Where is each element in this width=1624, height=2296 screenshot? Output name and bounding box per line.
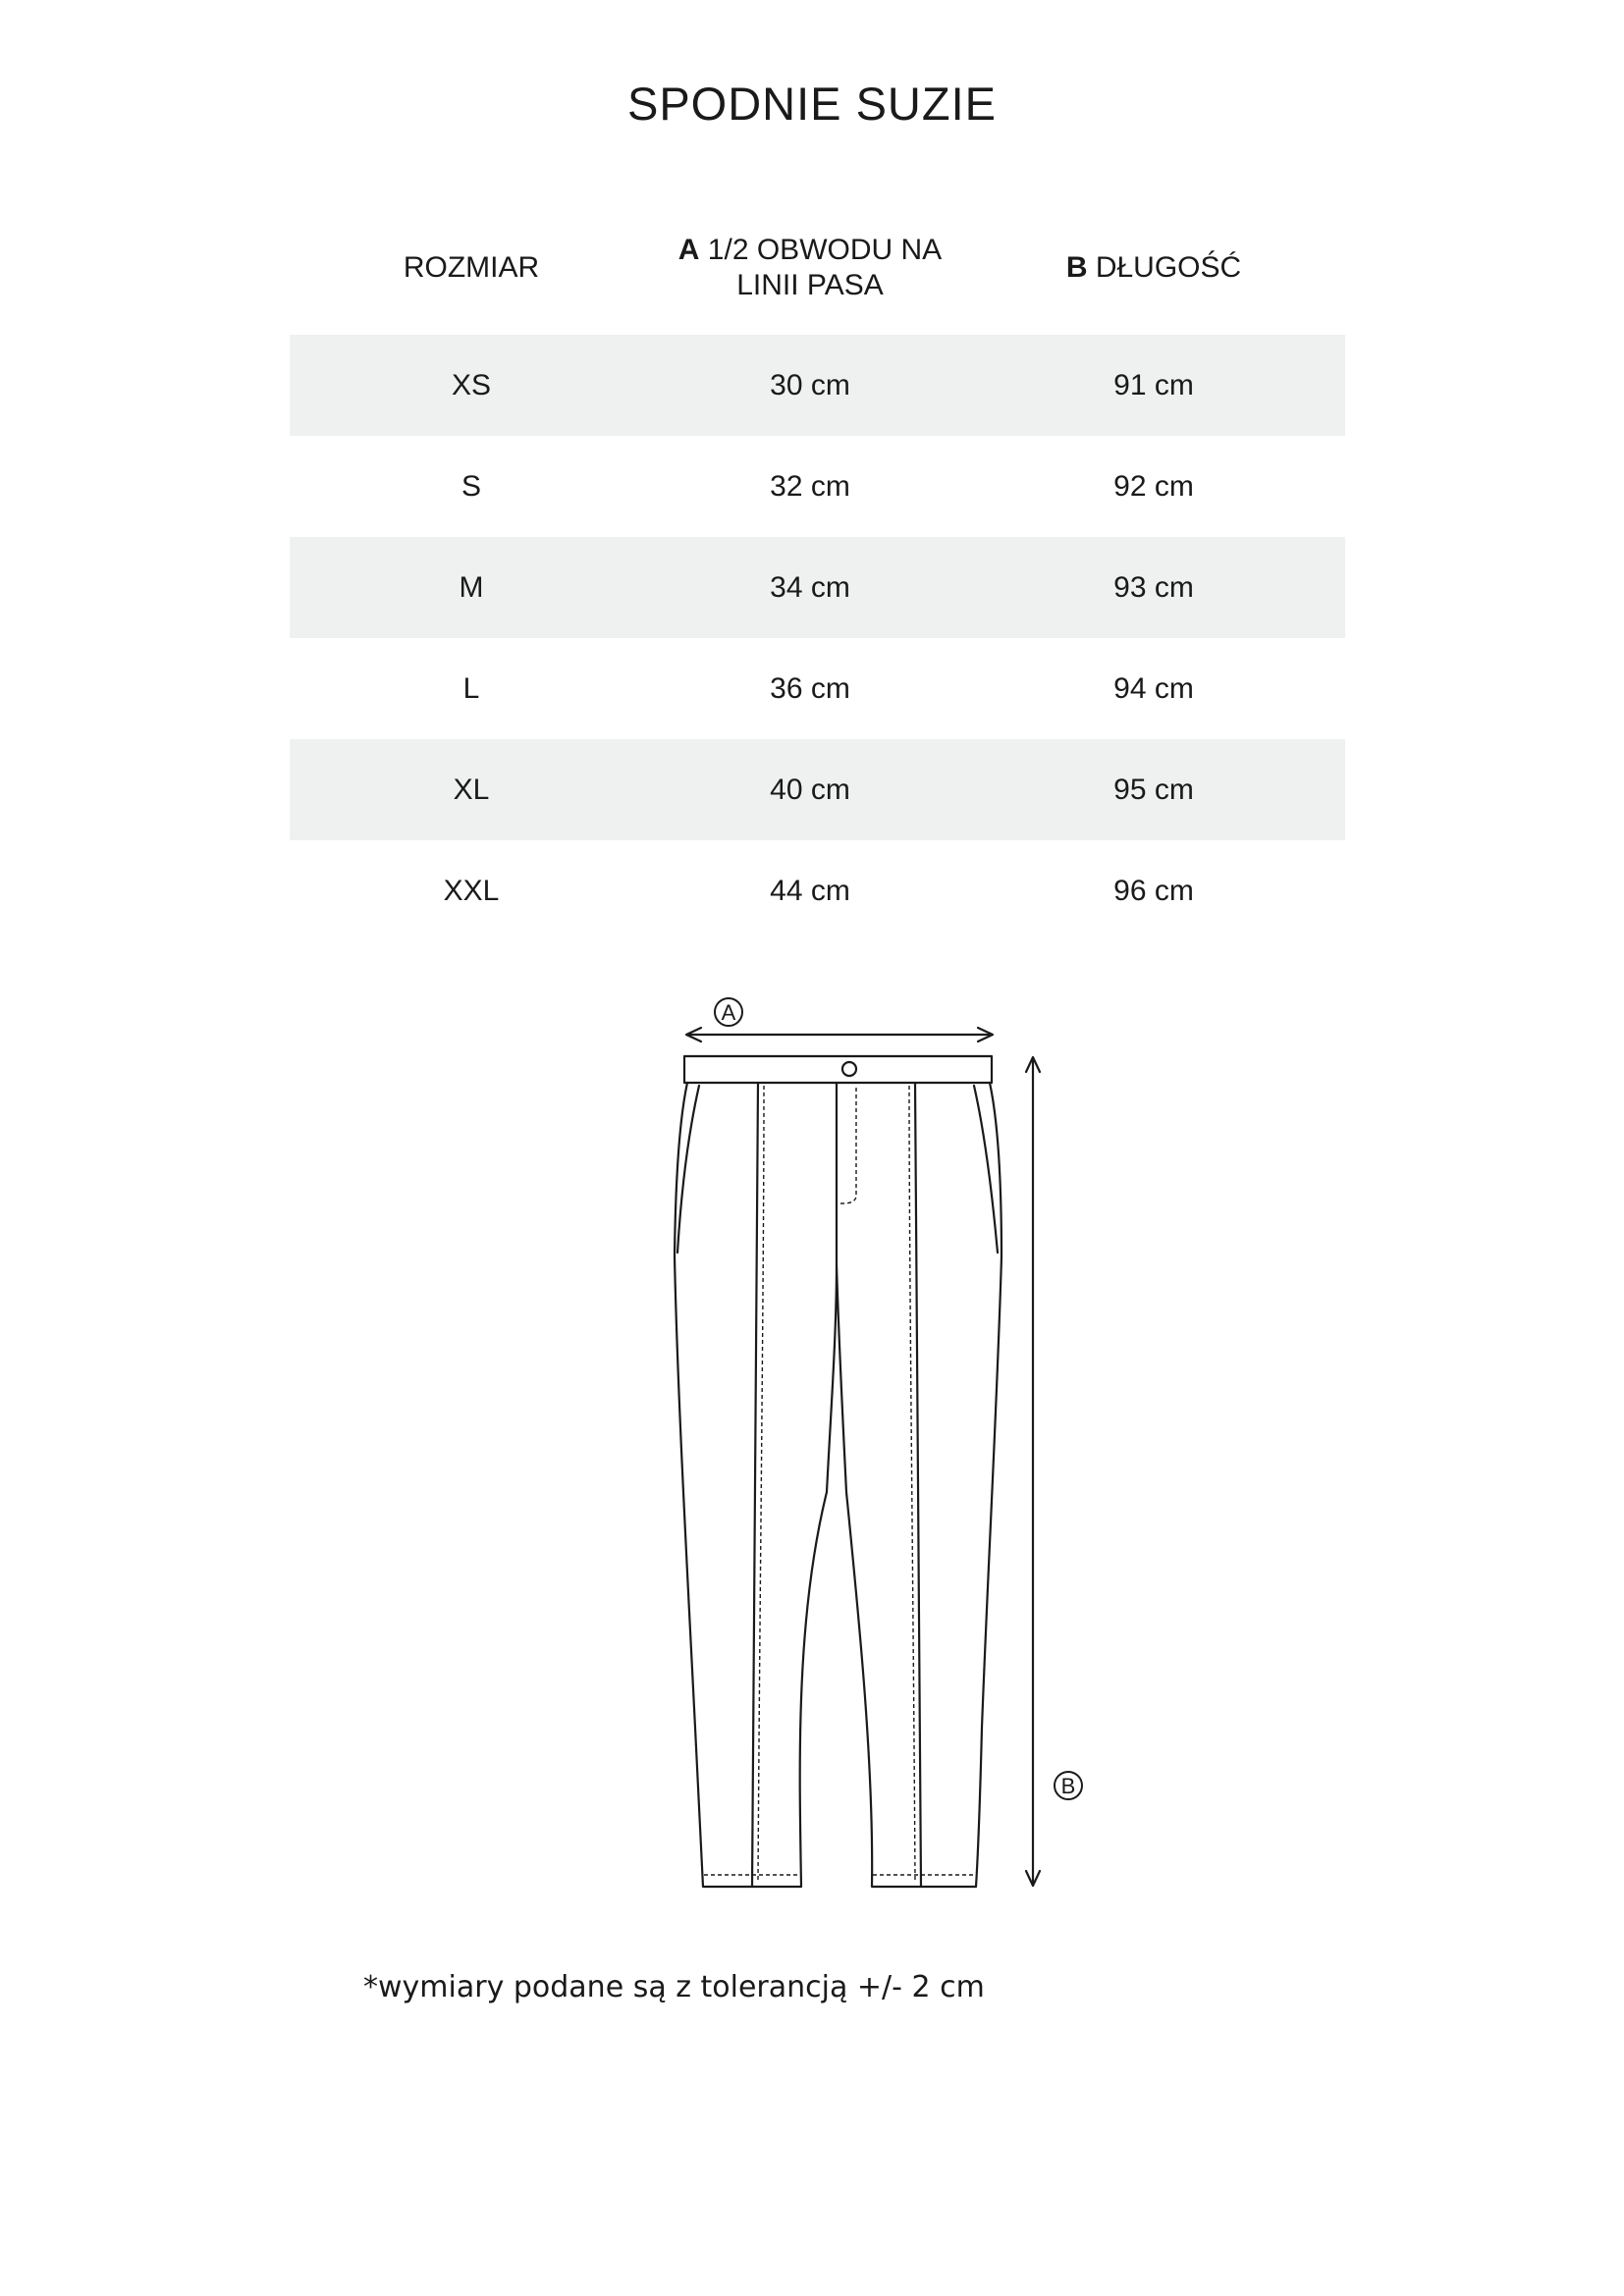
length-cell: 95 cm	[1113, 774, 1194, 806]
header-size	[290, 224, 653, 312]
header-length-letter: B	[1065, 251, 1088, 284]
header-waist-letter: A	[677, 234, 700, 266]
fly-stitching	[837, 1088, 856, 1203]
waist-cell: 30 cm	[770, 369, 850, 401]
header-length	[967, 224, 1340, 312]
length-cell: 96 cm	[1113, 875, 1194, 907]
right-crease	[915, 1083, 921, 1887]
length-cell: 94 cm	[1113, 672, 1194, 705]
length-measure-arrow	[1026, 1057, 1040, 1886]
tolerance-note: *wymiary podane są z tolerancją +/- 2 cm	[363, 1970, 985, 2004]
size-cell: XS	[451, 369, 492, 401]
table-row	[290, 638, 1345, 739]
button-icon	[842, 1062, 856, 1076]
size-cell: XL	[453, 774, 490, 806]
waist-cell: 32 cm	[770, 470, 850, 503]
table-row	[290, 537, 1345, 638]
waist-cell: 36 cm	[770, 672, 850, 705]
header-waist-line2: LINII PASA	[736, 269, 884, 301]
waist-measure-arrow	[686, 1028, 993, 1041]
length-cell: 93 cm	[1113, 571, 1194, 604]
table-row	[290, 739, 1345, 840]
left-pocket	[677, 1086, 699, 1253]
trousers-outline	[675, 1083, 1001, 1887]
length-cell: 92 cm	[1113, 470, 1194, 503]
right-crease-stitch	[909, 1086, 915, 1881]
size-cell: L	[462, 672, 480, 705]
size-cell: S	[460, 470, 481, 503]
left-crease-stitch	[758, 1086, 764, 1881]
left-crease	[752, 1083, 758, 1887]
label-b: B	[1060, 1774, 1076, 1798]
label-a-marker	[715, 998, 742, 1026]
header-size-label: ROZMIAR	[403, 251, 540, 284]
header-waist-line1: 1/2 OBWODU NA	[699, 234, 943, 266]
page-title: SPODNIE SUZIE	[626, 78, 997, 130]
waist-cell: 40 cm	[770, 774, 850, 806]
size-cell: XXL	[443, 875, 500, 907]
header-length-label: DŁUGOŚĆ	[1087, 251, 1242, 284]
table-row	[290, 436, 1345, 537]
table-row	[290, 335, 1345, 436]
size-table	[290, 335, 1345, 941]
table-header	[290, 224, 1345, 312]
header-waist	[614, 224, 1006, 312]
label-b-marker	[1055, 1772, 1082, 1799]
waistband	[684, 1056, 992, 1083]
size-cell: M	[459, 571, 484, 604]
table-row	[290, 840, 1345, 941]
waist-cell: 34 cm	[770, 571, 850, 604]
length-cell: 91 cm	[1113, 369, 1194, 401]
label-a: A	[721, 1000, 736, 1025]
waist-cell: 44 cm	[770, 875, 850, 907]
trousers-diagram	[628, 982, 1100, 1924]
